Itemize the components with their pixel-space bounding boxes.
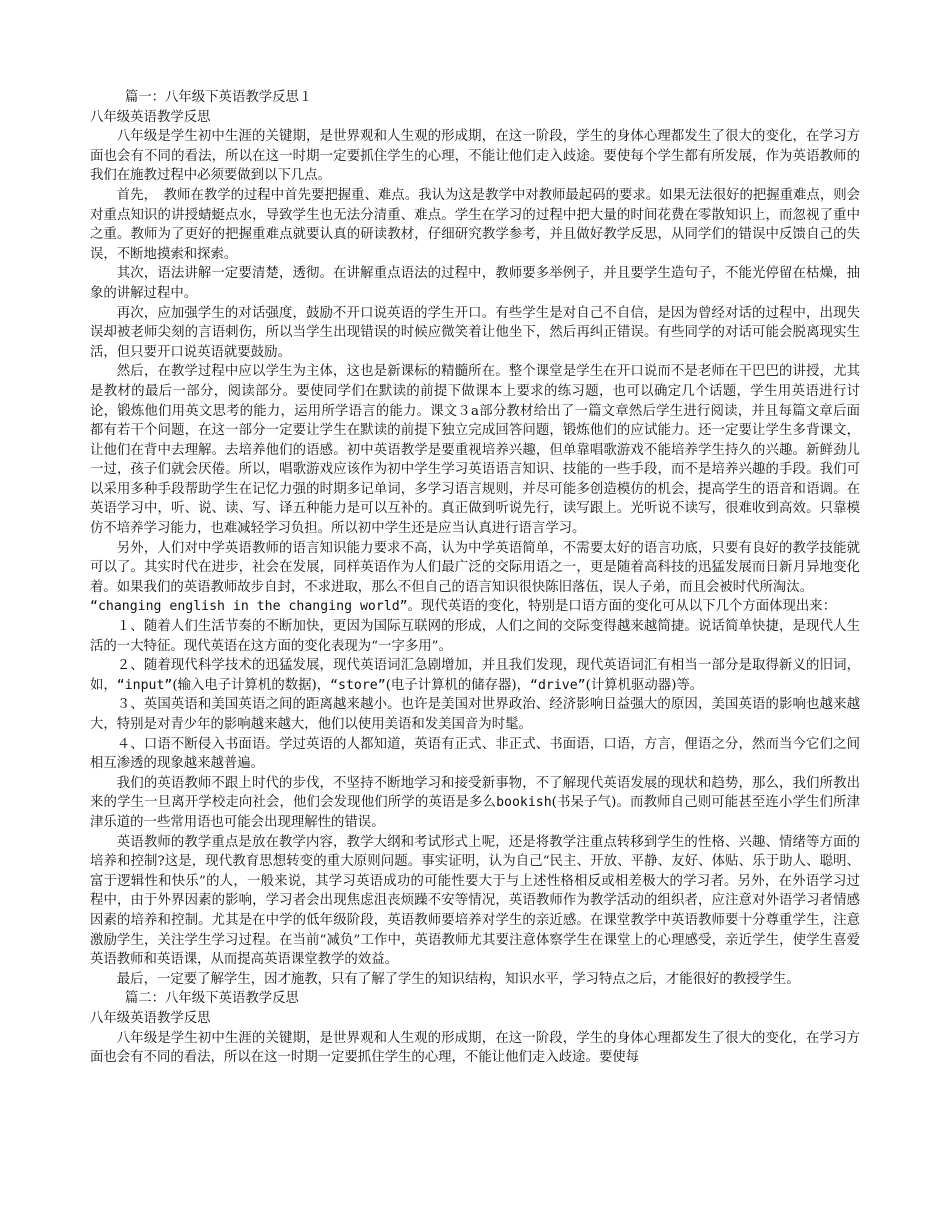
section-heading: 八年级英语教学反思: [90, 1010, 211, 1026]
paragraph-mixed: [90, 597, 860, 617]
paragraph-text: ２、随着现代科学技术的迅猛发展，现代英语词汇急剧增加，并且我们发现，现代英语词汇有相当一部分是取得新义的旧词，如，: [90, 658, 860, 693]
paragraph: ３、英国英语和美国英语之间的距离越来越小。也许是美国对世界政治、经济影响日益强大的原因，美国英语的影响也越来越大，特别是对青少年的影响越来越大，他们以使用美语和发美国音为时髦。: [90, 697, 860, 732]
paragraph: 最后，一定要了解学生，因才施教，只有了解了学生的知识结构，知识水平，学习特点之后，才能很好的教授学生。: [116, 971, 800, 987]
paragraph-text: (书呆子气)。而教师自己则可能甚至连小学生们所津津乐道的一些常用语也可能会出现理解性的错误。: [90, 795, 861, 830]
paragraph-mixed: [90, 774, 860, 833]
paragraph: 英语教师的教学重点是放在教学内容，教学大纲和考试形式上呢，还是将教学注重点转移到学生的性格、兴趣、情绪等方面的培养和控制?这是，现代教育思想转变的重大原则问题。事实证明，认为自己“民主、开放、平静、友好、体贴、乐于助人、聪明、富于逻辑性和快乐”的人，一般来说，其学习英语成功的可能性要大于与上述性格相反或相差极大的学习者。另外，在外语学习过程中，由于外界因素的影响，学习者会出现焦虑沮丧烦躁不安等情况，英语教师作为教学活动的组织者，应注意对外语学习者情感因素的培养和控制。尤其是在中学的低年级阶段，英语教师要培养对学生的亲近感。在课堂教学中英语教师要十分尊重学生，注意激励学生，关注学生学习过程。在当前“减负”工作中，英语教师尤其要注意体察学生在课堂上的心理感受，亲近学生，使学生喜爱英语教师和英语课，从而提高英语课堂教学的效益。: [90, 834, 860, 968]
paragraph: 首先， 教师在教学的过程中首先要把握重、难点。我认为这是教学中对教师最起码的要求。如果无法很好的把握重难点，则会对重点知识的讲授蜻蜓点水，导致学生也无法分清重、难点。学生在学习的过程中把大量的时间花费在零散知识上，而忽视了重中之重。教师为了更好的把握重难点就要认真的研读教材，仔细研究教学参考，并且做好教学反思，从同学们的错误中反馈自己的失误，不断地摸索和探索。: [90, 187, 860, 262]
paragraph-text: (电子计算机的储存器)，: [385, 677, 531, 693]
paragraph: 八年级是学生初中生涯的关键期，是世界观和人生观的形成期，在这一阶段，学生的身体心理都发生了很大的变化，在学习方面也会有不同的看法，所以在这一时期一定要抓住学生的心理，不能让他们走入歧途。要使每: [90, 1030, 860, 1066]
english-quote: “changing english in the changing world”: [90, 599, 408, 615]
paragraph: １、随着人们生活节奏的不断加快，更因为国际互联网的形成，人们之间的交际变得越来越简捷。说话简单快捷，是现代人生活的一大特征。现代英语在这方面的变化表现为“一字多用”。: [90, 619, 860, 654]
paragraph: ４、口语不断侵入书面语。学过英语的人都知道，英语有正式、非正式、书面语，口语，方言，俚语之分，然而当今它们之间相互渗透的现象越来越普遍。: [90, 736, 860, 772]
english-term: “store”: [330, 677, 386, 693]
section-title: 篇一：八年级下英语教学反思１: [124, 90, 313, 105]
english-term: “drive”: [530, 677, 586, 693]
paragraph: 然后，在教学过程中应以学生为主体，这也是新课标的精髓所在。整个课堂是学生在开口说而不是老师在干巴巴的讲授，尤其是教材的最后一部分，阅读部分。要使同学们在默读的前提下做课本上要求的练习题，也可以确定几个话题，学生用英语进行讨论，锻炼他们用英文思考的能力，运用所学语言的能力。课文３a部分教材给出了一篇文章然后学生进行阅读，并且每篇文章后面都有若干个问题，在这一部分一定要让学生在默读的前提下独立完成回答问题，锻炼他们的应试能力。还一定要让学生多背课文，让他们在背中去理解。去培养他们的语感。初中英语教学是要重视培养兴趣，但单靠唱歌游戏不能培养学生持久的兴趣。新鲜劲儿一过，孩子们就会厌倦。所以，唱歌游戏应该作为初中学生学习英语语言知识、技能的一些手段，而不是培养兴趣的手段。我们可以采用多种手段帮助学生在记忆力强的时期多记单词，多学习语言规则，并尽可能多创造模仿的机会，提高学生的语音和语调。在英语学习中，听、说、读、写、译五种能力是可以互补的。真正做到听说先行，读写跟上。光听说不读写，很难收到高效。只靠模仿不培养学习能力，也难减轻学习负担。所以初中学生还是应当认真进行语言学习。: [90, 364, 860, 537]
paragraph: 另外，人们对中学英语教师的语言知识能力要求不高，认为中学英语简单，不需要太好的语言功底，只要有良好的教学技能就可以了。其实时代在进步，社会在发展，同样英语作为人们最广泛的交际用语之一，更是随着高科技的迅猛发展而日新月异地变化着。如果我们的英语教师故步自封，不求进取，那么不但自己的语言知识很快陈旧落伍，误人子弟，而且会被时代所淘汰。: [90, 540, 860, 595]
paragraph-mixed: [90, 656, 860, 695]
paragraph: 再次，应加强学生的对话强度，鼓励不开口说英语的学生开口。有些学生是对自己不自信，是因为曾经对话的过程中，出现失误却被老师尖刻的言语刺伤，所以当学生出现错误的时候应微笑着让他坐下，然后再纠正错误。有些同学的对话可能会脱离现实生活，但只要开口说英语就要鼓励。: [90, 305, 860, 360]
english-term: “input”: [116, 677, 173, 693]
paragraph-text: 。现代英语的变化，特别是口语方面的变化可从以下几个方面体现出来：: [407, 599, 837, 615]
section-title: 篇二：八年级下英语教学反思: [124, 991, 299, 1007]
paragraph: 八年级是学生初中生涯的关键期，是世界观和人生观的形成期，在这一阶段，学生的身体心理都发生了很大的变化，在学习方面也会有不同的看法，所以在这一时期一定要抓住学生的心理，不能让他们走入歧途。要使每个学生都有所发展，作为英语教师的我们在施教过程中必须要做到以下几点。: [90, 129, 860, 184]
document-page: [90, 88, 860, 1068]
paragraph-text: (计算机驱动器)等。: [585, 677, 704, 693]
paragraph-text: (输入电子计算机的数据)，: [172, 677, 331, 693]
paragraph: 其次，语法讲解一定要清楚，透彻。在讲解重点语法的过程中，教师要多举例子，并且要学生造句子，不能光停留在枯燥，抽象的讲解过程中。: [90, 266, 860, 301]
english-term: bookish: [496, 795, 552, 811]
section-heading: 八年级英语教学反思: [90, 109, 211, 125]
paragraph-text: 我们的英语教师不跟上时代的步伐，不坚持不断地学习和接受新事物，不了解现代英语发展的现状和趋势，那么，我们所教出来的学生一旦离开学校走向社会，他们会发现他们所学的英语是多么: [90, 775, 860, 811]
